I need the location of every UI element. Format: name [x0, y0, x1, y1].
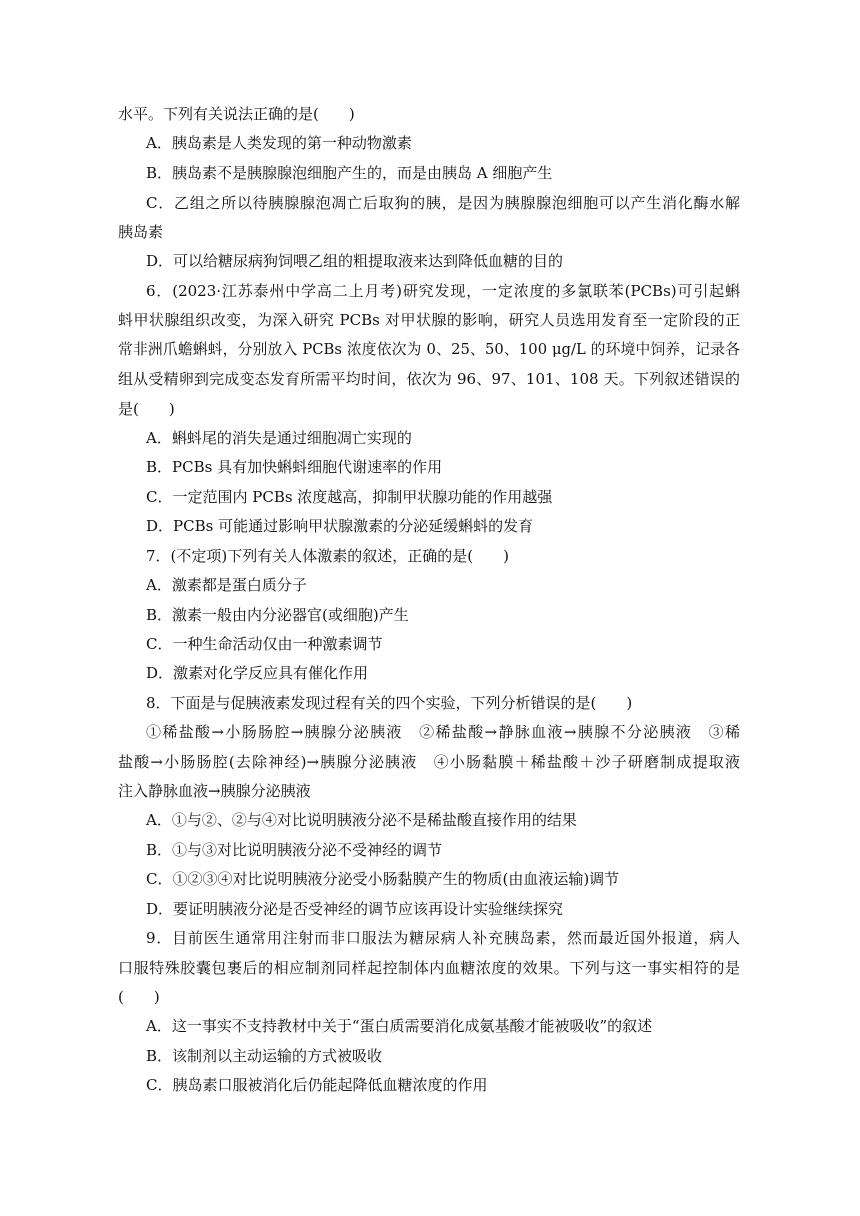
option-c: C．乙组之所以待胰腺腺泡凋亡后取狗的胰，是因为胰腺腺泡细胞可以产生消化酶水解 [146, 194, 740, 212]
text-line: 蚪甲状腺组织改变，为深入研究 PCBs 对甲状腺的影响，研究人员选用发育至一定阶段的正 [118, 311, 740, 329]
option-a: A．激素都是蛋白质分子 [146, 576, 307, 594]
option-b: B．PCBs 具有加快蝌蚪细胞代谢速率的作用 [146, 458, 443, 476]
question-8-stem: 8．下面是与促胰液素发现过程有关的四个实验，下列分析错误的是( ) [146, 694, 633, 712]
question-9-stem: 9．目前医生通常用注射而非口服法为糖尿病人补充胰岛素，然而最近国外报道，病人 [146, 929, 740, 947]
option-c: C．胰岛素口服被消化后仍能起降低血糖浓度的作用 [146, 1076, 488, 1094]
experiment-line: 注入静脉血液→胰腺分泌胰液 [118, 782, 311, 800]
text-line: 组从受精卵到完成变态发育所需平均时间，依次为 96、97、101、108 天。下列叙述错误的 [118, 370, 740, 388]
option-d: D．要证明胰液分泌是否受神经的调节应该再设计实验继续探究 [146, 900, 564, 918]
text-line: 口服特殊胶囊包裹后的相应制剂同样起控制体内血糖浓度的效果。下列与这一事实相符的是 [118, 959, 740, 977]
text-line: 是( ) [118, 400, 175, 418]
option-a: A．胰岛素是人类发现的第一种动物激素 [146, 134, 412, 152]
experiment-line: 盐酸→小肠肠腔(去除神经)→胰腺分泌胰液 ④小肠黏膜＋稀盐酸＋沙子研磨制成提取液 [118, 753, 740, 771]
option-b: B．该制剂以主动运输的方式被吸收 [146, 1047, 383, 1065]
question-7-stem: 7．(不定项)下列有关人体激素的叙述，正确的是( ) [146, 547, 509, 565]
option-a: A．蝌蚪尾的消失是通过细胞凋亡实现的 [146, 429, 412, 447]
question-6-stem: 6．(2023·江苏泰州中学高二上月考)研究发现，一定浓度的多氯联苯(PCBs)可引起蝌 [146, 282, 740, 300]
option-d: D．PCBs 可能通过影响甲状腺激素的分泌延缓蝌蚪的发育 [146, 517, 534, 535]
option-b: B．①与③对比说明胰液分泌不受神经的调节 [146, 841, 443, 859]
text-line: 胰岛素 [118, 223, 164, 241]
text-line: 常非洲爪蟾蝌蚪，分别放入 PCBs 浓度依次为 0、25、50、100 μg/L 的环境中饲养，记录各 [118, 341, 740, 358]
text-line: 水平。下列有关说法正确的是( ) [118, 105, 355, 123]
option-a: A．①与②、②与④对比说明胰液分泌不是稀盐酸直接作用的结果 [146, 811, 577, 829]
option-b: B．激素一般由内分泌器官(或细胞)产生 [146, 606, 409, 624]
option-a: A．这一事实不支持教材中关于“蛋白质需要消化成氨基酸才能被吸收”的叙述 [146, 1017, 653, 1035]
option-c: C．①②③④对比说明胰液分泌受小肠黏膜产生的物质(由血液运输)调节 [146, 870, 620, 888]
option-d: D．可以给糖尿病狗饲喂乙组的粗提取液来达到降低血糖的目的 [146, 252, 564, 270]
option-b: B．胰岛素不是胰腺腺泡细胞产生的，而是由胰岛 A 细胞产生 [146, 164, 553, 182]
experiment-line: ①稀盐酸→小肠肠腔→胰腺分泌胰液 ②稀盐酸→静脉血液→胰腺不分泌胰液 ③稀 [146, 723, 740, 741]
option-c: C．一定范围内 PCBs 浓度越高，抑制甲状腺功能的作用越强 [146, 488, 553, 506]
text-line: ( ) [118, 988, 160, 1006]
option-c: C．一种生命活动仅由一种激素调节 [146, 635, 383, 653]
option-d: D．激素对化学反应具有催化作用 [146, 664, 369, 682]
